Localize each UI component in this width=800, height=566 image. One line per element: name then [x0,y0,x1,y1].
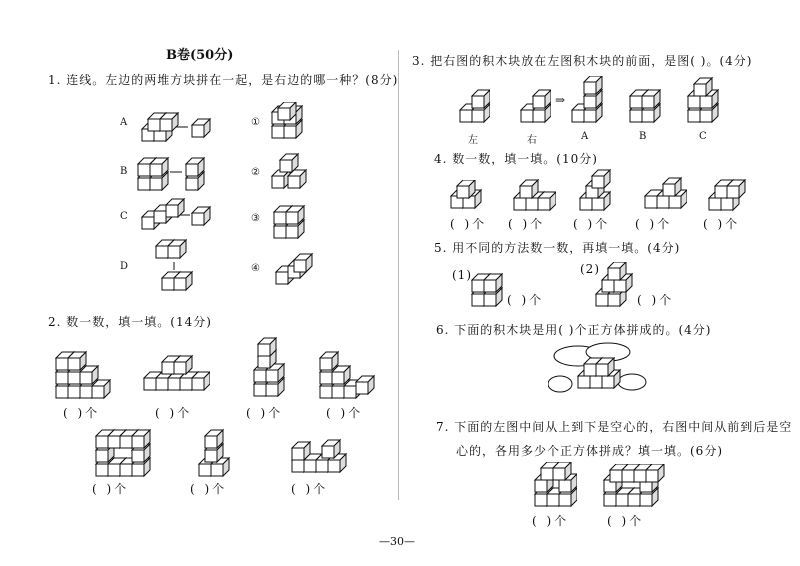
q3-text: 3. 把右图的积木块放在左图积木块的前面，是图( )。(4分) [412,54,753,68]
q2-blank-7[interactable]: ( )个 [291,482,329,496]
q3-figure-b [628,76,662,124]
q5-text: 5. 用不同的方法数一数，再填一填。(4分) [434,241,681,255]
q4-text: 4. 数一数，填一填。(10分) [434,152,598,166]
q5-sub2-label: (2) [580,262,600,276]
q5-blank-2[interactable]: ( )个 [637,293,675,307]
q1-figure-a [140,105,215,145]
q5-blank-1[interactable]: ( )个 [507,293,545,307]
q3-label-a: A [581,131,589,142]
q2-figure-6 [195,428,235,478]
q4-figure-3 [578,168,618,212]
q5-figure-1 [470,266,504,308]
q4-figure-4 [643,174,687,210]
q1-label-4: ④ [251,263,260,274]
q2-text: 2. 数一数，填一填。(14分) [48,315,212,329]
q1-figure-c [140,195,215,233]
q2-blank-3[interactable]: ( )个 [246,406,284,420]
q6-text: 6. 下面的积木块是用( )个正方体拼成的。(4分) [436,323,712,337]
q2-figure-5 [92,426,154,478]
q4-figure-1 [449,180,485,210]
q4-figure-2 [512,172,556,212]
q5-sub1-label: (1) [452,268,472,282]
q1-label-3: ③ [251,213,260,224]
q1-label-2: ② [251,167,260,178]
q3-figure-a [570,76,604,124]
q1-label-c: C [120,211,128,222]
q1-figure-4 [274,252,319,287]
page-number: —30— [379,535,415,548]
q4-blank-2[interactable]: ( )个 [508,217,546,231]
q1-figure-2 [270,150,315,192]
q3-figure-left [458,80,490,124]
q7-blank-1[interactable]: ( )个 [532,514,570,528]
q1-label-b: B [120,166,128,177]
q1-figure-1 [270,102,315,142]
q4-blank-3[interactable]: ( )个 [573,217,611,231]
q2-figure-1 [52,342,112,400]
q2-figure-7 [290,436,350,476]
q3-arrow: ⇒ [555,93,567,107]
q7-figure-left [533,462,577,508]
q1-figure-d [150,238,200,293]
q1-figure-b [136,148,216,193]
q6-figure [548,340,648,400]
q5-figure-2 [594,262,638,308]
q7-figure-right [602,464,666,508]
q1-label-1: ① [251,117,260,128]
q3-label-c: C [699,131,707,142]
q2-blank-5[interactable]: ( )个 [92,482,130,496]
q1-label-d: D [120,261,129,272]
q3-label-b: B [639,131,647,142]
q4-figure-5 [707,170,747,212]
q3-figure-right [519,80,551,124]
q2-figure-2 [142,344,210,394]
section-title: B卷(50分) [166,48,234,63]
q4-blank-4[interactable]: ( )个 [635,217,673,231]
q2-blank-2[interactable]: ( )个 [155,406,193,420]
q1-figure-3 [272,202,317,242]
q1-text: 1. 连线。左边的两堆方块拼在一起，是右边的哪一种？(8分) [48,73,399,87]
q4-blank-5[interactable]: ( )个 [703,217,741,231]
q3-label-right: 右 [527,135,537,146]
q4-blank-1[interactable]: ( )个 [450,217,488,231]
q2-blank-4[interactable]: ( )个 [326,406,364,420]
q2-blank-6[interactable]: ( )个 [190,482,228,496]
q2-figure-4 [318,340,378,400]
q7-text-line2: 心的，各用多少个正方体拼成？填一填。(6分) [456,444,723,458]
q3-figure-c [686,76,720,124]
q2-figure-3 [250,336,298,398]
q7-blank-2[interactable]: ( )个 [607,514,645,528]
q3-label-left: 左 [468,135,478,146]
q2-blank-1[interactable]: ( )个 [63,406,101,420]
q1-label-a: A [120,117,128,128]
q7-text-line1: 7. 下面的左图中间从上到下是空心的，右图中间从前到后是空 [436,420,793,434]
column-divider [398,50,399,500]
